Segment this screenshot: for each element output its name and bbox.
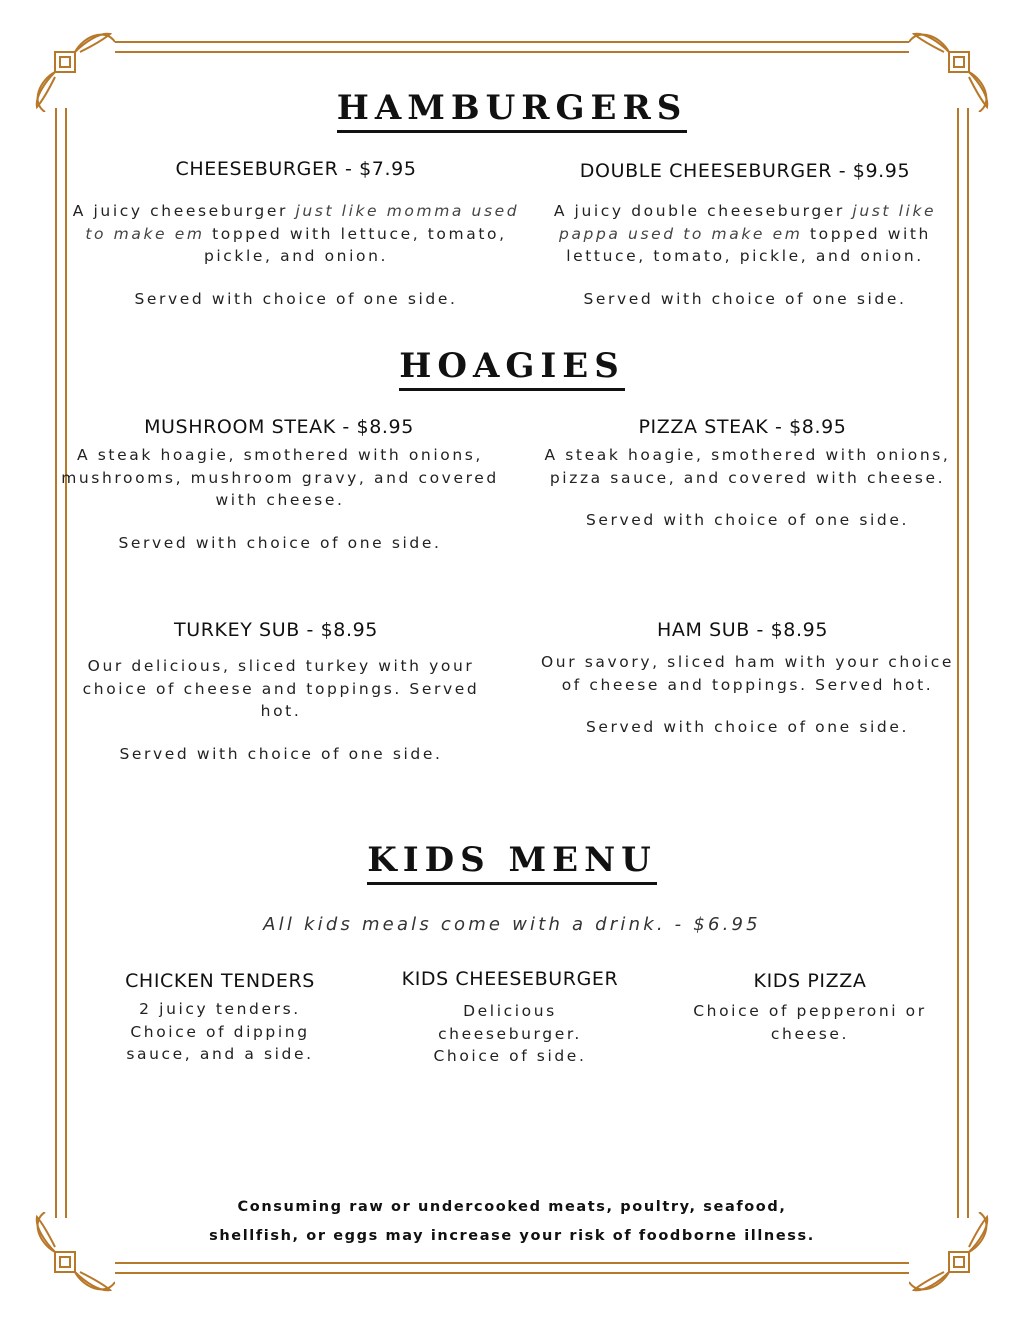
kids-menu-note: All kids meals come with a drink. - $6.95 bbox=[263, 914, 761, 935]
item-title: KIDS PIZZA bbox=[753, 970, 867, 992]
frame-left-outer bbox=[55, 108, 57, 1218]
menu-item-pizza-steak bbox=[535, 416, 960, 529]
disclaimer-line-2: shellfish, or eggs may increase your risk of foodborne illness. bbox=[209, 1228, 815, 1244]
item-side-note: Served with choice of one side. bbox=[585, 718, 910, 736]
item-title: KIDS CHEESEBURGER bbox=[401, 968, 619, 990]
menu-item-cheeseburger bbox=[66, 158, 526, 308]
frame-bottom-outer bbox=[115, 1272, 909, 1274]
item-title: PIZZA STEAK - $8.95 bbox=[638, 416, 847, 438]
frame-top-outer bbox=[115, 41, 909, 43]
item-description: A steak hoagie, smothered with onions, pizza sauce, and covered with cheese. bbox=[544, 446, 951, 487]
menu-item-ham-sub bbox=[535, 619, 960, 736]
hoagies-heading bbox=[0, 346, 1024, 386]
item-description: A juicy double cheeseburger just like pappa used to make em topped with lettuce, tomato, pickle, and onion. bbox=[553, 202, 937, 265]
frame-bottom-inner bbox=[115, 1262, 909, 1264]
kids-menu-heading bbox=[0, 840, 1024, 880]
kids-item-chicken-tenders bbox=[105, 970, 335, 1066]
item-title: CHEESEBURGER - $7.95 bbox=[175, 158, 417, 180]
item-side-note: Served with choice of one side. bbox=[583, 289, 907, 308]
item-description: Our savory, sliced ham with your choice of cheese and toppings. Served hot. bbox=[541, 653, 954, 694]
kids-item-kids-cheeseburger bbox=[380, 968, 640, 1068]
item-title: CHICKEN TENDERS bbox=[125, 970, 315, 992]
item-description: A juicy cheeseburger just like momma used to make em topped with lettuce, tomato, pickle, and onion. bbox=[72, 202, 520, 265]
hamburgers-heading bbox=[0, 88, 1024, 128]
item-title: TURKEY SUB - $8.95 bbox=[174, 619, 378, 641]
item-title: HAM SUB - $8.95 bbox=[656, 619, 829, 641]
menu-item-turkey-sub bbox=[66, 619, 496, 763]
item-side-note: Served with choice of one side. bbox=[118, 533, 442, 552]
hoagies-heading-text: HOAGIES bbox=[399, 346, 625, 391]
item-title: DOUBLE CHEESEBURGER - $9.95 bbox=[579, 160, 911, 182]
hamburgers-heading-text: HAMBURGERS bbox=[337, 88, 688, 133]
food-safety-disclaimer bbox=[0, 1193, 1024, 1251]
frame-top-inner bbox=[115, 51, 909, 53]
item-description: A steak hoagie, smothered with onions, mushrooms, mushroom gravy, and covered with cheese. bbox=[61, 446, 499, 509]
kids-item-kids-pizza bbox=[690, 970, 930, 1045]
disclaimer-line-1: Consuming raw or undercooked meats, poultry, seafood, bbox=[237, 1199, 787, 1215]
item-side-note: Served with choice of one side. bbox=[134, 289, 458, 308]
item-side-note: Served with choice of one side. bbox=[119, 744, 443, 763]
item-description: Our delicious, sliced turkey with your choice of cheese and toppings. Served hot. bbox=[82, 657, 480, 720]
item-description: Choice of pepperoni or cheese. bbox=[693, 1002, 927, 1043]
item-description: Delicious cheeseburger. Choice of side. bbox=[433, 1002, 587, 1065]
item-description: 2 juicy tenders. Choice of dipping sauce, and a side. bbox=[126, 1000, 314, 1063]
kids-menu-heading-text: KIDS MENU bbox=[367, 840, 657, 885]
item-side-note: Served with choice of one side. bbox=[585, 511, 910, 529]
frame-right-outer bbox=[967, 108, 969, 1218]
menu-item-mushroom-steak bbox=[61, 416, 499, 552]
menu-item-double-cheeseburger bbox=[530, 160, 960, 308]
item-title: MUSHROOM STEAK - $8.95 bbox=[144, 416, 414, 438]
